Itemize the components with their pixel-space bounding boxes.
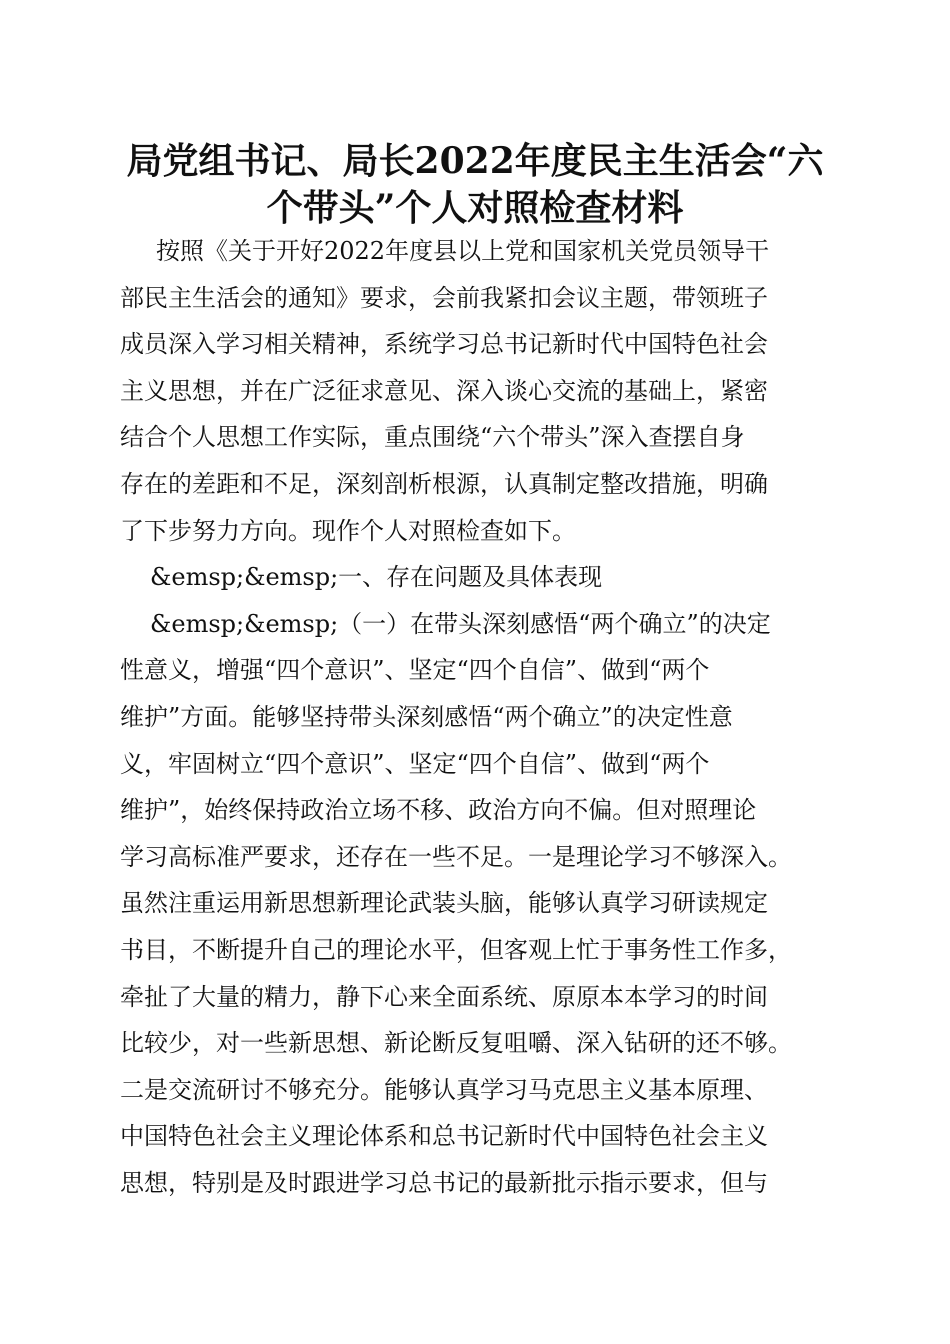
document-title	[100, 138, 850, 232]
paragraph-line: 维护”，始终保持政治立场不移、政治方向不偏。但对照理论	[120, 796, 757, 825]
title-line-1: 局党组书记、局长2022年度民主生活会“六	[126, 140, 824, 182]
paragraph-line: 比较少，对一些新思想、新论断反复咀嚼、深入钻研的还不够。	[120, 1029, 792, 1058]
paragraph-line: 按照《关于开好2022年度县以上党和国家机关党员领导干	[156, 237, 770, 265]
paragraph-line: 二是交流研讨不够充分。能够认真学习马克思主义基本原理、	[120, 1075, 768, 1104]
paragraph-line: 义，牢固树立“四个意识”、坚定“四个自信”、做到“两个	[120, 749, 710, 778]
paragraph-line: 牵扯了大量的精力，静下心来全面系统、原原本本学习的时间	[120, 982, 768, 1011]
paragraph-line: 虽然注重运用新思想新理论武装头脑，能够认真学习研读规定	[120, 889, 768, 918]
paragraph-line: 维护”方面。能够坚持带头深刻感悟“两个确立”的决定性意	[120, 702, 733, 731]
paragraph-line: 成员深入学习相关精神，系统学习总书记新时代中国特色社会	[120, 330, 768, 359]
section-heading: &emsp;&emsp;一、存在问题及具体表现	[150, 563, 603, 592]
subsection-heading: &emsp;&emsp;（一）在带头深刻感悟“两个确立”的决定	[150, 609, 771, 638]
paragraph-line: 书目，不断提升自己的理论水平，但客观上忙于事务性工作多，	[120, 935, 792, 964]
paragraph-line: 学习高标准严要求，还存在一些不足。一是理论学习不够深入。	[120, 842, 792, 871]
paragraph-line: 了下步努力方向。现作个人对照检查如下。	[120, 516, 576, 545]
paragraph-line: 存在的差距和不足，深刻剖析根源，认真制定整改措施，明确	[120, 469, 768, 498]
paragraph-line: 性意义，增强“四个意识”、坚定“四个自信”、做到“两个	[120, 656, 710, 685]
paragraph-line: 中国特色社会主义理论体系和总书记新时代中国特色社会主义	[120, 1122, 768, 1151]
document-body	[120, 228, 840, 1206]
title-line-2: 个带头”个人对照检查材料	[266, 187, 684, 229]
paragraph-line: 部民主生活会的通知》要求，会前我紧扣会议主题，带领班子	[120, 283, 768, 312]
paragraph-line: 主义思想，并在广泛征求意见、深入谈心交流的基础上，紧密	[120, 376, 768, 405]
paragraph-line: 结合个人思想工作实际，重点围绕“六个带头”深入查摆自身	[120, 423, 745, 452]
paragraph-line: 思想，特别是及时跟进学习总书记的最新批示指示要求，但与	[120, 1168, 768, 1197]
